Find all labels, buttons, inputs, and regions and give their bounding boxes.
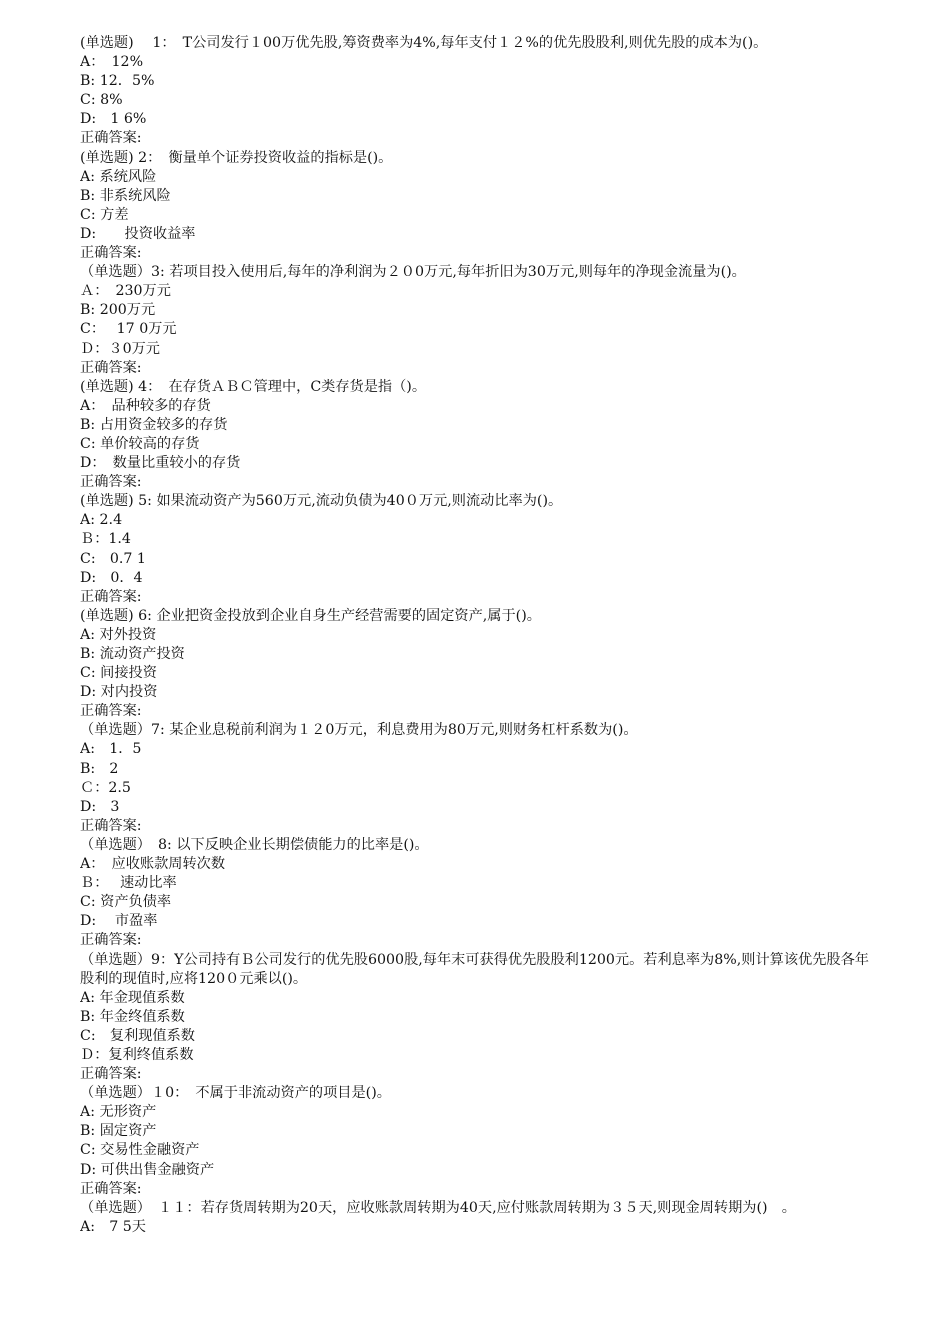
question-stem: （单选题） １１：若存货周转期为20天，应收账款周转期为40天,应付账款周转期为３５天,则现金周转期为() 。 xyxy=(80,1199,796,1216)
question-stem: （单选题）１0： 不属于非流动资产的项目是()。 xyxy=(80,1085,391,1102)
answer-option: C: 复利现值系数 xyxy=(80,1027,195,1044)
question-block xyxy=(80,836,880,951)
answer-option: B: 占用资金较多的存货 xyxy=(80,416,228,433)
answer-option: Ｂ： 速动比率 xyxy=(80,875,177,892)
answer-option: C: 8% xyxy=(80,92,123,109)
question-block xyxy=(80,721,880,836)
correct-answer-label: 正确答案: xyxy=(80,932,142,949)
answer-option: Ｄ：３0万元 xyxy=(80,340,160,357)
correct-answer-label: 正确答案: xyxy=(80,1066,142,1083)
question-block xyxy=(80,492,880,607)
question-block xyxy=(80,34,880,149)
answer-option: A： 12% xyxy=(80,54,144,71)
answer-option: C: 交易性金融资产 xyxy=(80,1142,200,1159)
answer-option: A: 2.4 xyxy=(80,512,123,529)
exam-document xyxy=(80,34,880,1237)
answer-option: A: 年金现值系数 xyxy=(80,989,185,1006)
question-stem: (单选题) 2： 衡量单个证券投资收益的指标是()。 xyxy=(80,149,393,166)
question-block xyxy=(80,1084,880,1199)
answer-option: C: 方差 xyxy=(80,206,129,223)
answer-option: Ｄ：复利终值系数 xyxy=(80,1046,194,1063)
answer-option: A： 品种较多的存货 xyxy=(80,397,211,414)
answer-option: A: 1．5 xyxy=(80,741,142,758)
answer-option: C: 单价较高的存货 xyxy=(80,435,200,452)
answer-option: C: 间接投资 xyxy=(80,665,157,682)
answer-option: D： 数量比重较小的存货 xyxy=(80,455,241,472)
correct-answer-label: 正确答案: xyxy=(80,130,142,147)
correct-answer-label: 正确答案: xyxy=(80,245,142,262)
question-stem: (单选题) 1： T公司发行１00万优先股,筹资费率为4%,每年支付１２%的优先股股利,则优先股的成本为()。 xyxy=(80,35,768,51)
question-block xyxy=(80,607,880,722)
correct-answer-label: 正确答案: xyxy=(80,588,142,605)
answer-option: B: 非系统风险 xyxy=(80,187,171,204)
answer-option: Ｃ：2.5 xyxy=(80,779,131,796)
question-stem: (单选题) 5: 如果流动资产为560万元,流动负债为40０万元,则流动比率为()。 xyxy=(80,493,563,510)
question-block xyxy=(80,1199,880,1237)
question-stem: (单选题) 4： 在存货ＡＢＣ管理中，C类存货是指（)。 xyxy=(80,378,427,395)
answer-option: B: 12．5% xyxy=(80,73,155,90)
question-block xyxy=(80,951,880,1085)
answer-option: C: 0.7 1 xyxy=(80,550,146,567)
answer-option: D: 市盈率 xyxy=(80,913,158,930)
question-block xyxy=(80,378,880,493)
answer-option: A： 应收账款周转次数 xyxy=(80,856,226,873)
answer-option: A: 无形资产 xyxy=(80,1104,157,1121)
answer-option: B: 流动资产投资 xyxy=(80,646,185,662)
answer-option: D: 投资收益率 xyxy=(80,225,196,242)
answer-option: D: 对内投资 xyxy=(80,684,158,701)
answer-option: A: 系统风险 xyxy=(80,168,157,185)
correct-answer-label: 正确答案: xyxy=(80,359,142,376)
answer-option: A: 对外投资 xyxy=(80,626,157,643)
answer-option: C: 资产负债率 xyxy=(80,894,172,911)
question-stem: （单选题）9：Y公司持有Ｂ公司发行的优先股6000股,每年末可获得优先股股利1200元。若利息率为8%,则计算该优先股各年股利的现值时,应将120０元乘以()。 xyxy=(80,951,869,987)
answer-option: D: 1 6% xyxy=(80,111,147,128)
question-stem: （单选题）3: 若项目投入使用后,每年的净利润为２０0万元,每年折旧为30万元,则每年的净现金流量为()。 xyxy=(80,264,746,281)
answer-option: B: 年金终值系数 xyxy=(80,1008,185,1025)
correct-answer-label: 正确答案: xyxy=(80,1180,142,1197)
answer-option: B: 2 xyxy=(80,760,119,777)
correct-answer-label: 正确答案: xyxy=(80,703,142,720)
answer-option: A: 7 5天 xyxy=(80,1218,146,1235)
answer-option: D: 可供出售金融资产 xyxy=(80,1161,215,1178)
answer-option: Ｂ：1.4 xyxy=(80,531,131,548)
question-block xyxy=(80,263,880,378)
answer-option: B: 固定资产 xyxy=(80,1123,157,1140)
question-stem: （单选题） 8: 以下反映企业长期偿债能力的比率是()。 xyxy=(80,836,429,853)
answer-option: Ａ： 230万元 xyxy=(80,283,171,300)
correct-answer-label: 正确答案: xyxy=(80,817,142,834)
question-stem: （单选题）7: 某企业息税前利润为１２0万元，利息费用为80万元,则财务杠杆系数为()。 xyxy=(80,722,638,739)
correct-answer-label: 正确答案: xyxy=(80,474,142,491)
answer-option: C： 17 0万元 xyxy=(80,321,177,338)
answer-option: D: 0．4 xyxy=(80,569,143,586)
answer-option: D: 3 xyxy=(80,798,120,815)
answer-option: B: 200万元 xyxy=(80,302,156,319)
question-stem: (单选题) 6: 企业把资金投放到企业自身生产经营需要的固定资产,属于()。 xyxy=(80,607,541,624)
question-block xyxy=(80,149,880,264)
